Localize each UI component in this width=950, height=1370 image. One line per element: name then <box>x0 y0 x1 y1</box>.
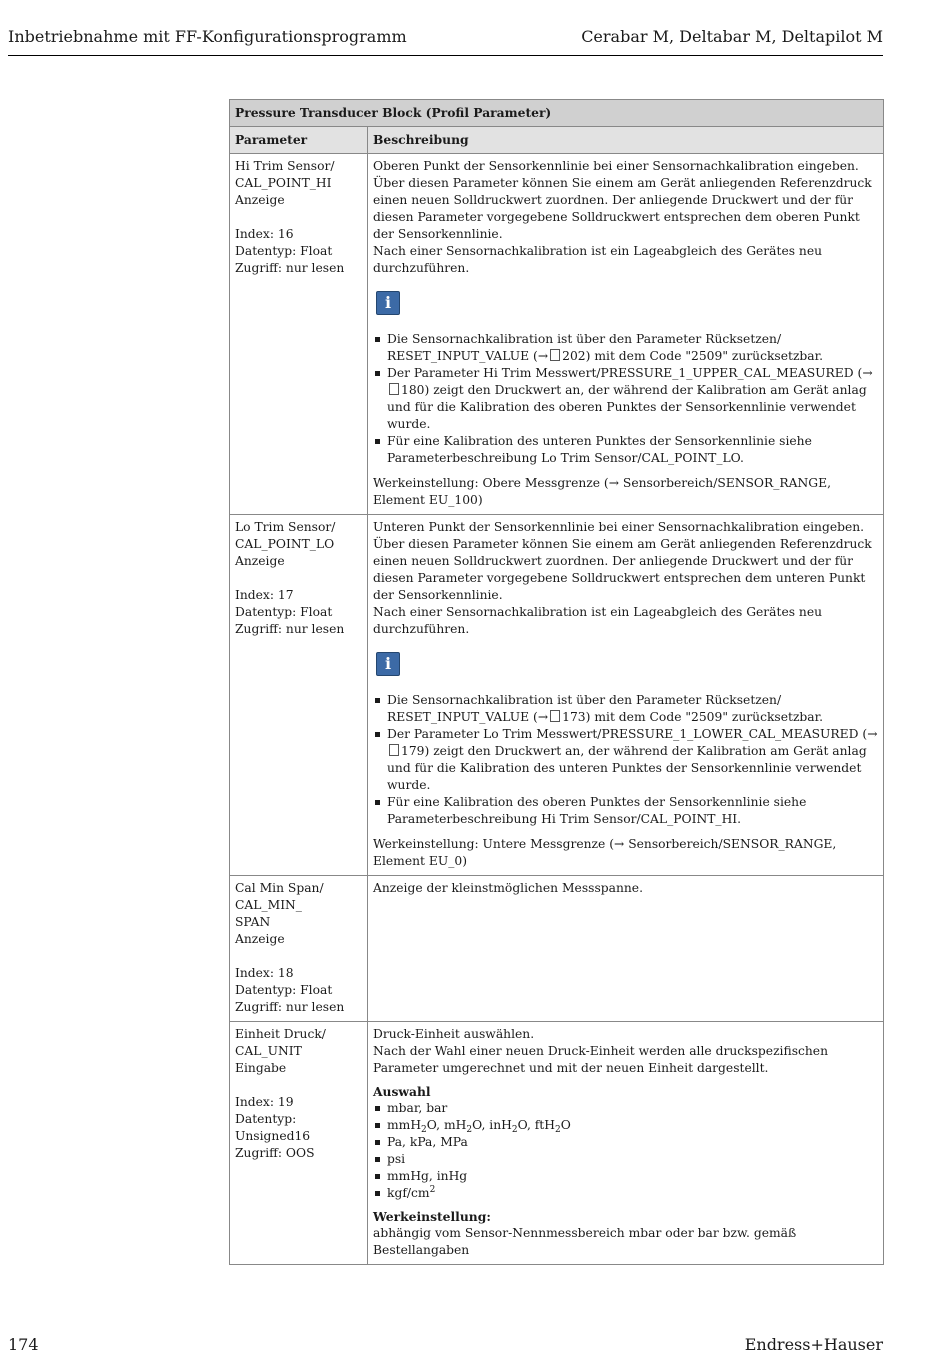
page-reference: 179 <box>401 744 425 758</box>
page-reference-icon <box>389 744 399 756</box>
parameter-datatype: Datentyp: Float <box>235 605 333 619</box>
table-row <box>230 154 884 515</box>
selection-heading: Auswahl <box>373 1084 431 1099</box>
parameter-index: Index: 16 <box>235 227 294 241</box>
parameter-index: Index: 19 <box>235 1095 294 1109</box>
page-reference-icon <box>389 383 399 395</box>
description-line: Oberen Punkt der Sensorkennlinie bei einer Sensornachkalibration eingeben. <box>373 159 859 173</box>
list-item: mbar, bar <box>373 1100 878 1117</box>
unit-options-list <box>373 1100 878 1202</box>
description-line: Nach einer Sensornachkalibration ist ein Lageabgleich des Gerätes neu durchzuführen. <box>373 605 823 636</box>
info-icon: i <box>376 291 400 315</box>
column-header-parameter: Parameter <box>230 127 368 154</box>
factory-setting: Werkeinstellung: Obere Messgrenze (→ Sensorbereich/SENSOR_RANGE, Element EU_100) <box>373 476 832 507</box>
parameter-name: Einheit Druck/ <box>235 1027 326 1041</box>
parameter-id: CAL_UNIT <box>235 1044 302 1058</box>
page-reference-icon <box>550 710 560 722</box>
list-item: Der Parameter Lo Trim Messwert/PRESSURE_1_LOWER_CAL_MEASURED (→179) zeigt den Druckwert an, der während der Kalibration am Gerät anlag und für die Kalibration des unteren Punktes der Sensorkennlinie verwendet wurde. <box>373 726 878 794</box>
page-number: 174 <box>8 1335 39 1354</box>
page-reference: 202 <box>562 349 586 363</box>
description-line: Nach der Wahl einer neuen Druck-Einheit werden alle druckspezifischen Parameter umgerechnet und mit der neuen Einheit dargestellt. <box>373 1044 829 1075</box>
list-item: Der Parameter Hi Trim Messwert/PRESSURE_1_UPPER_CAL_MEASURED (→180) zeigt den Druckwert an, der während der Kalibration am Gerät anlag und für die Kalibration des oberen Punktes der Sensorkennlinie verwendet wurde. <box>373 365 878 433</box>
list-item: Pa, kPa, MPa <box>373 1134 878 1151</box>
description-cell <box>368 515 884 876</box>
list-item: Für eine Kalibration des oberen Punktes der Sensorkennlinie siehe Parameterbeschreibung Hi Trim Sensor/CAL_POINT_HI. <box>373 794 878 828</box>
parameter-mode: Anzeige <box>235 554 285 568</box>
parameter-access: Zugriff: nur lesen <box>235 622 345 636</box>
list-item: Für eine Kalibration des unteren Punktes der Sensorkennlinie siehe Parameterbeschreibung Lo Trim Sensor/CAL_POINT_LO. <box>373 433 878 467</box>
factory-setting: Werkeinstellung: Untere Messgrenze (→ Sensorbereich/SENSOR_RANGE, Element EU_0) <box>373 837 837 868</box>
parameter-access: Zugriff: OOS <box>235 1146 315 1160</box>
page-reference: 180 <box>401 383 425 397</box>
parameter-table <box>229 99 884 1265</box>
parameter-name: Lo Trim Sensor/ <box>235 520 336 534</box>
list-item: psi <box>373 1151 878 1168</box>
parameter-cell <box>230 1022 368 1265</box>
list-item: mmHg, inHg <box>373 1168 878 1185</box>
description-line: Über diesen Parameter können Sie einem am Gerät anliegenden Referenzdruck einen neuen Solldruckwert zuordnen. Der anliegende Druckwert und der für diesen Parameter vorgegebene Solldruckwert entsprechen dem unteren Punkt der Sensorkennlinie. <box>373 537 872 602</box>
parameter-index: Index: 18 <box>235 966 294 980</box>
parameter-datatype: Datentyp: Float <box>235 983 333 997</box>
table-row <box>230 876 884 1022</box>
table-header-row <box>230 127 884 154</box>
table-row <box>230 515 884 876</box>
page-reference: 173 <box>562 710 586 724</box>
parameter-datatype: Datentyp: Unsigned16 <box>235 1112 311 1143</box>
description-line: Über diesen Parameter können Sie einem am Gerät anliegenden Referenzdruck einen neuen Solldruckwert zuordnen. Der anliegende Druckwert und der für diesen Parameter vorgegebene Solldruckwert entsprechen dem oberen Punkt der Sensorkennlinie. <box>373 176 872 241</box>
header-product-names: Cerabar M, Deltabar M, Deltapilot M <box>581 27 883 46</box>
parameter-index: Index: 17 <box>235 588 294 602</box>
parameter-cell <box>230 515 368 876</box>
list-item: Die Sensornachkalibration ist über den Parameter Rücksetzen/ RESET_INPUT_VALUE (→ 202) mit dem Code "2509" zurücksetzbar. <box>373 331 878 365</box>
parameter-id: CAL_MIN_ <box>235 898 302 912</box>
table-title-row <box>230 100 884 127</box>
description-cell <box>368 1022 884 1265</box>
description-line: Anzeige der kleinstmöglichen Messspanne. <box>373 881 643 895</box>
table-title: Pressure Transducer Block (Profil Parameter) <box>230 100 884 127</box>
parameter-mode: Eingabe <box>235 1061 287 1075</box>
factory-setting-heading: Werkeinstellung: <box>373 1209 491 1224</box>
table-row <box>230 1022 884 1265</box>
list-item: Die Sensornachkalibration ist über den Parameter Rücksetzen/ RESET_INPUT_VALUE (→ 173) mit dem Code "2509" zurücksetzbar. <box>373 692 878 726</box>
notes-list <box>373 331 878 467</box>
parameter-id-cont: SPAN <box>235 915 271 929</box>
factory-setting: abhängig vom Sensor-Nennmessbereich mbar oder bar bzw. gemäß Bestellangaben <box>373 1226 797 1257</box>
description-cell <box>368 154 884 515</box>
page-reference-icon <box>550 349 560 361</box>
parameter-cell <box>230 876 368 1022</box>
parameter-name: Cal Min Span/ <box>235 881 324 895</box>
brand-name: Endress+Hauser <box>744 1335 883 1354</box>
description-line: Druck-Einheit auswählen. <box>373 1027 535 1041</box>
description-line: Unteren Punkt der Sensorkennlinie bei einer Sensornachkalibration eingeben. <box>373 520 865 534</box>
description-cell <box>368 876 884 1022</box>
parameter-cell <box>230 154 368 515</box>
parameter-name: Hi Trim Sensor/ <box>235 159 335 173</box>
notes-list <box>373 692 878 828</box>
page-header <box>8 27 883 56</box>
list-item: mmH$_2$O, $mH_2O$, inH$_2$O, ftH$_2$O <box>373 1117 878 1134</box>
parameter-datatype: Datentyp: Float <box>235 244 333 258</box>
parameter-mode: Anzeige <box>235 193 285 207</box>
list-item: kgf/$cm^2$ <box>373 1185 878 1202</box>
description-line: Nach einer Sensornachkalibration ist ein Lageabgleich des Gerätes neu durchzuführen. <box>373 244 823 275</box>
parameter-access: Zugriff: nur lesen <box>235 261 345 275</box>
header-chapter-title: Inbetriebnahme mit FF-Konfigurationsprogramm <box>8 27 407 46</box>
column-header-description: Beschreibung <box>368 127 884 154</box>
parameter-id: CAL_POINT_LO <box>235 537 335 551</box>
info-icon: i <box>376 652 400 676</box>
parameter-id: CAL_POINT_HI <box>235 176 332 190</box>
parameter-access: Zugriff: nur lesen <box>235 1000 345 1014</box>
parameter-mode: Anzeige <box>235 932 285 946</box>
